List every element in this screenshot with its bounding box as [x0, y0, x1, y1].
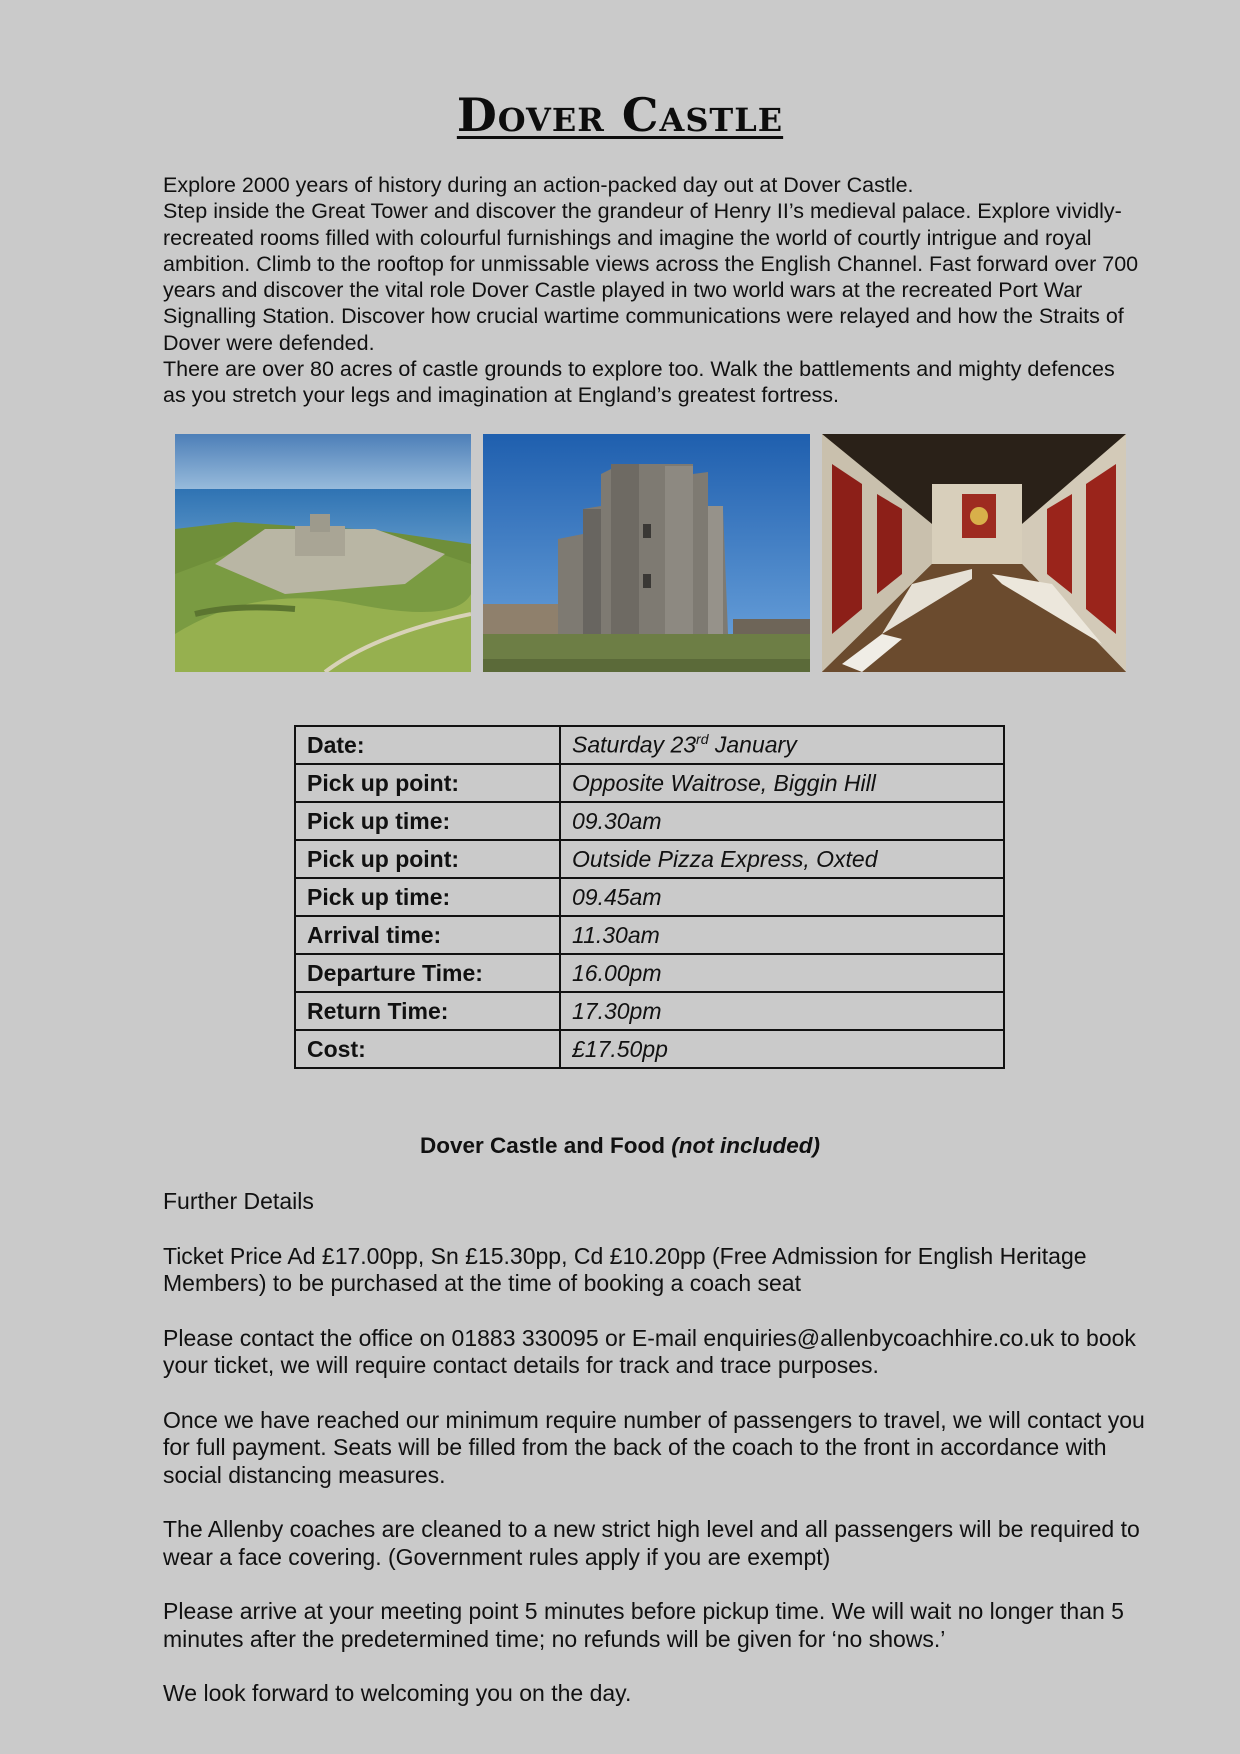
- row-label: Pick up point:: [295, 764, 560, 802]
- table-row: [295, 1030, 1004, 1068]
- row-label: Arrival time:: [295, 916, 560, 954]
- row-value: 09.45am: [560, 878, 1004, 916]
- table-row: [295, 840, 1004, 878]
- row-value: Opposite Waitrose, Biggin Hill: [560, 764, 1004, 802]
- row-label: Pick up time:: [295, 802, 560, 840]
- contact-text: Please contact the office on 01883 330095 or E-mail enquiries@allenbycoachhire.co.uk to book your ticket, we will require contact details for track and trace purposes.: [163, 1324, 1136, 1378]
- table-row: [295, 954, 1004, 992]
- date-value: [560, 726, 1004, 764]
- trip-details-table: [294, 725, 1005, 1069]
- row-value: 09.30am: [560, 802, 1004, 840]
- row-value: 17.30pm: [560, 992, 1004, 1030]
- row-value: 11.30am: [560, 916, 1004, 954]
- date-suffix: rd: [696, 731, 709, 748]
- ticket-price-text: Ticket Price Ad £17.00pp, Sn £15.30pp, Cd £10.20pp (Free Admission for English Heritage Members) to be purchased at the time of booking a coach seat: [163, 1242, 1087, 1296]
- date-label: Date:: [295, 726, 560, 764]
- row-value: 16.00pm: [560, 954, 1004, 992]
- row-value: £17.50pp: [560, 1030, 1004, 1068]
- table-row: [295, 916, 1004, 954]
- intro-paragraph-3: There are over 80 acres of castle grounds to explore too. Walk the battlements and mighty defences as you stretch your legs and imagination at England’s greatest fortress.: [163, 357, 1115, 408]
- intro-paragraph-1: Explore 2000 years of history during an action-packed day out at Dover Castle.: [163, 173, 914, 197]
- date-month: January: [708, 731, 797, 758]
- row-label: Departure Time:: [295, 954, 560, 992]
- arrival-text: Please arrive at your meeting point 5 minutes before pickup time. We will wait no longer than 5 minutes after the predetermined time; no refunds will be given for ‘no shows.’: [163, 1598, 1124, 1652]
- table-row: [295, 726, 1004, 764]
- payment-text: Once we have reached our minimum require number of passengers to travel, we will contact you for full payment. Seats will be filled from the back of the coach to the front in accordance with social distancing measures.: [163, 1406, 1145, 1488]
- date-day: Saturday 23: [572, 731, 697, 758]
- page-title: Dover Castle: [456, 88, 784, 142]
- great-tower-photo: [483, 434, 810, 672]
- closing-text: We look forward to welcoming you on the day.: [163, 1680, 632, 1706]
- row-label: Pick up time:: [295, 878, 560, 916]
- row-label: Return Time:: [295, 992, 560, 1030]
- table-row: [295, 764, 1004, 802]
- medieval-hall-photo: [822, 434, 1126, 672]
- intro-text: [163, 172, 1143, 409]
- food-note-aside: (not included): [671, 1133, 821, 1158]
- further-details: [163, 1188, 1153, 1735]
- castle-aerial-photo: [175, 434, 471, 672]
- further-heading: Further Details: [163, 1188, 314, 1214]
- food-note-main: Dover Castle and Food: [419, 1133, 672, 1158]
- food-note: [0, 1133, 1240, 1159]
- cleaning-text: The Allenby coaches are cleaned to a new strict high level and all passengers will be required to wear a face covering. (Government rules apply if you are exempt): [163, 1516, 1140, 1570]
- row-value: Outside Pizza Express, Oxted: [560, 840, 1004, 878]
- intro-paragraph-2: Step inside the Great Tower and discover the grandeur of Henry II’s medieval palace. Explore vividly-recreated rooms filled with colourful furnishings and imagine the world of courtly intrigue and royal ambition. Climb to the rooftop for unmissable views across the English Channel. Fast forward over 700 years and discover the vital role Dover Castle played in two world wars at the recreated Port War Signalling Station. Discover how crucial wartime communications were relayed and how the Straits of Dover were defended.: [163, 199, 1139, 355]
- row-label: Pick up point:: [295, 840, 560, 878]
- table-row: [295, 878, 1004, 916]
- table-row: [295, 992, 1004, 1030]
- table-row: [295, 802, 1004, 840]
- row-label: Cost:: [295, 1030, 560, 1068]
